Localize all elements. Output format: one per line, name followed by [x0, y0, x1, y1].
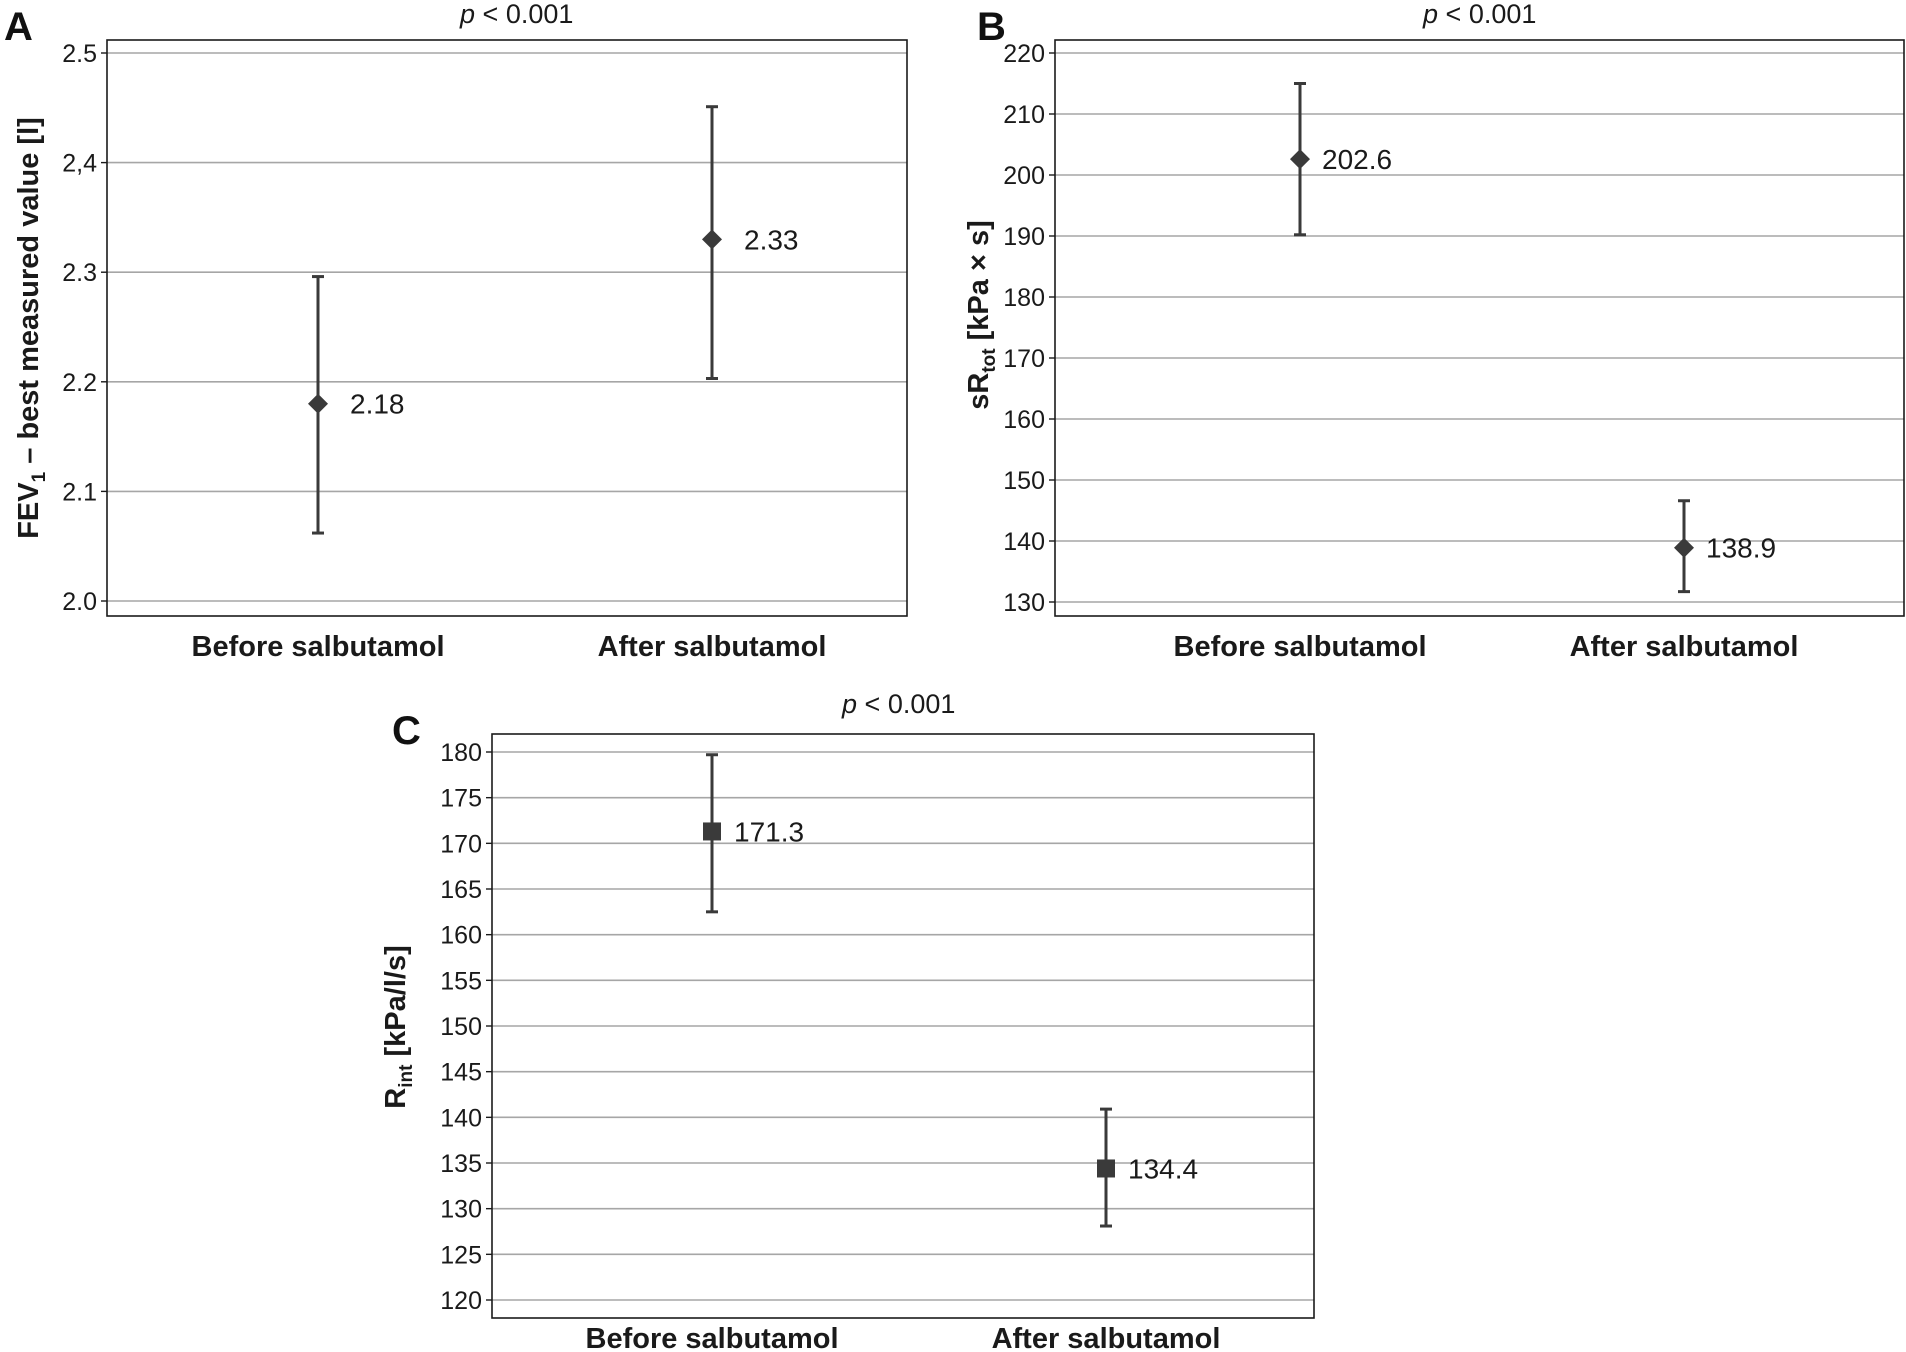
data-point [703, 822, 721, 840]
p-value [459, 0, 573, 29]
y-axis-label-rest: – best measured value [l] [13, 117, 45, 472]
y-axis-label-sub: 1 [29, 471, 50, 483]
x-category-label: Before salbutamol [585, 1323, 839, 1352]
p-symbol: p [1423, 0, 1439, 29]
data-label: 134.4 [1128, 1153, 1199, 1185]
y-tick-label: 2.0 [62, 588, 97, 616]
data-point [1097, 1159, 1115, 1177]
data-label: 171.3 [734, 816, 805, 848]
y-tick-label: 200 [1003, 162, 1045, 190]
grid-lines [1055, 53, 1904, 602]
y-tick-label: 210 [1003, 101, 1045, 129]
data-label: 202.6 [1322, 144, 1393, 176]
y-axis-label [963, 220, 1000, 410]
data-point [1290, 149, 1310, 169]
y-tick-label: 140 [440, 1104, 482, 1133]
y-tick-label: 180 [1003, 284, 1045, 312]
p-symbol: p [842, 689, 858, 719]
p-value-text: < 0.001 [482, 0, 574, 29]
y-tick-label: 175 [440, 784, 482, 813]
y-tick-label: 160 [1003, 406, 1045, 434]
y-ticks [62, 40, 107, 616]
y-ticks [440, 739, 492, 1315]
data-points [703, 755, 1198, 1226]
y-tick-label: 140 [1003, 528, 1045, 556]
data-points [1290, 84, 1776, 592]
y-axis-label-sub: int [396, 1064, 417, 1088]
p-value [841, 689, 955, 719]
data-label: 138.9 [1706, 532, 1777, 564]
y-tick-label: 150 [440, 1013, 482, 1041]
y-ticks [1003, 40, 1055, 617]
grid-lines [107, 53, 907, 601]
y-tick-label: 135 [440, 1150, 482, 1178]
panel-c [380, 689, 1314, 1352]
y-tick-label: 190 [1003, 223, 1045, 251]
y-tick-label: 2.5 [62, 40, 97, 68]
x-category-label: Before salbutamol [191, 631, 445, 663]
y-tick-label: 120 [440, 1287, 482, 1315]
panel-a [4, 0, 907, 663]
y-axis-label-sub: tot [979, 348, 1000, 373]
y-tick-label: 2,4 [62, 149, 97, 178]
y-tick-label: 145 [440, 1058, 482, 1087]
data-point [308, 394, 328, 414]
y-tick-label: 220 [1003, 40, 1045, 68]
panel-letter: C [392, 709, 421, 753]
y-tick-label: 155 [440, 967, 482, 996]
y-tick-label: 130 [440, 1195, 482, 1224]
y-tick-label: 170 [440, 830, 482, 859]
y-tick-label: 150 [1003, 467, 1045, 495]
p-value [1422, 0, 1536, 29]
data-label: 2.33 [744, 224, 799, 256]
x-categories [586, 1323, 1221, 1352]
y-tick-label: 165 [440, 876, 482, 904]
data-points [308, 107, 799, 533]
y-axis-label [380, 945, 417, 1108]
x-categories [192, 631, 827, 663]
plot-area [107, 40, 907, 616]
plot-area [1055, 40, 1904, 616]
y-tick-label: 170 [1003, 345, 1045, 373]
y-axis-label-main: R [380, 1087, 412, 1109]
x-category-label: After salbutamol [1569, 631, 1799, 663]
y-tick-label: 2.1 [62, 478, 97, 507]
data-point [702, 229, 722, 249]
y-tick-label: 2.2 [62, 368, 97, 397]
panel-letter: A [4, 5, 33, 49]
y-tick-label: 2.3 [62, 259, 97, 288]
y-tick-label: 125 [440, 1241, 482, 1270]
x-category-label: After salbutamol [991, 1323, 1221, 1352]
y-axis-label-rest: [kPa × s] [963, 220, 995, 349]
panel-b [963, 0, 1904, 663]
y-tick-label: 130 [1003, 589, 1045, 617]
y-axis-label-main: FEV [13, 482, 45, 539]
y-axis-label [13, 117, 50, 539]
y-tick-label: 180 [440, 739, 482, 767]
panel-letter: B [977, 5, 1006, 49]
p-symbol: p [460, 0, 476, 29]
y-axis-label-main: sR [963, 372, 995, 410]
x-category-label: Before salbutamol [1173, 631, 1427, 663]
y-tick-label: 160 [440, 921, 482, 950]
grid-lines [492, 752, 1314, 1300]
p-value-text: < 0.001 [864, 689, 956, 719]
x-category-label: After salbutamol [597, 631, 827, 663]
x-categories [1174, 631, 1799, 663]
data-label: 2.18 [350, 388, 405, 420]
y-axis-label-rest: [kPa/l/s] [380, 945, 412, 1065]
p-value-text: < 0.001 [1445, 0, 1537, 29]
